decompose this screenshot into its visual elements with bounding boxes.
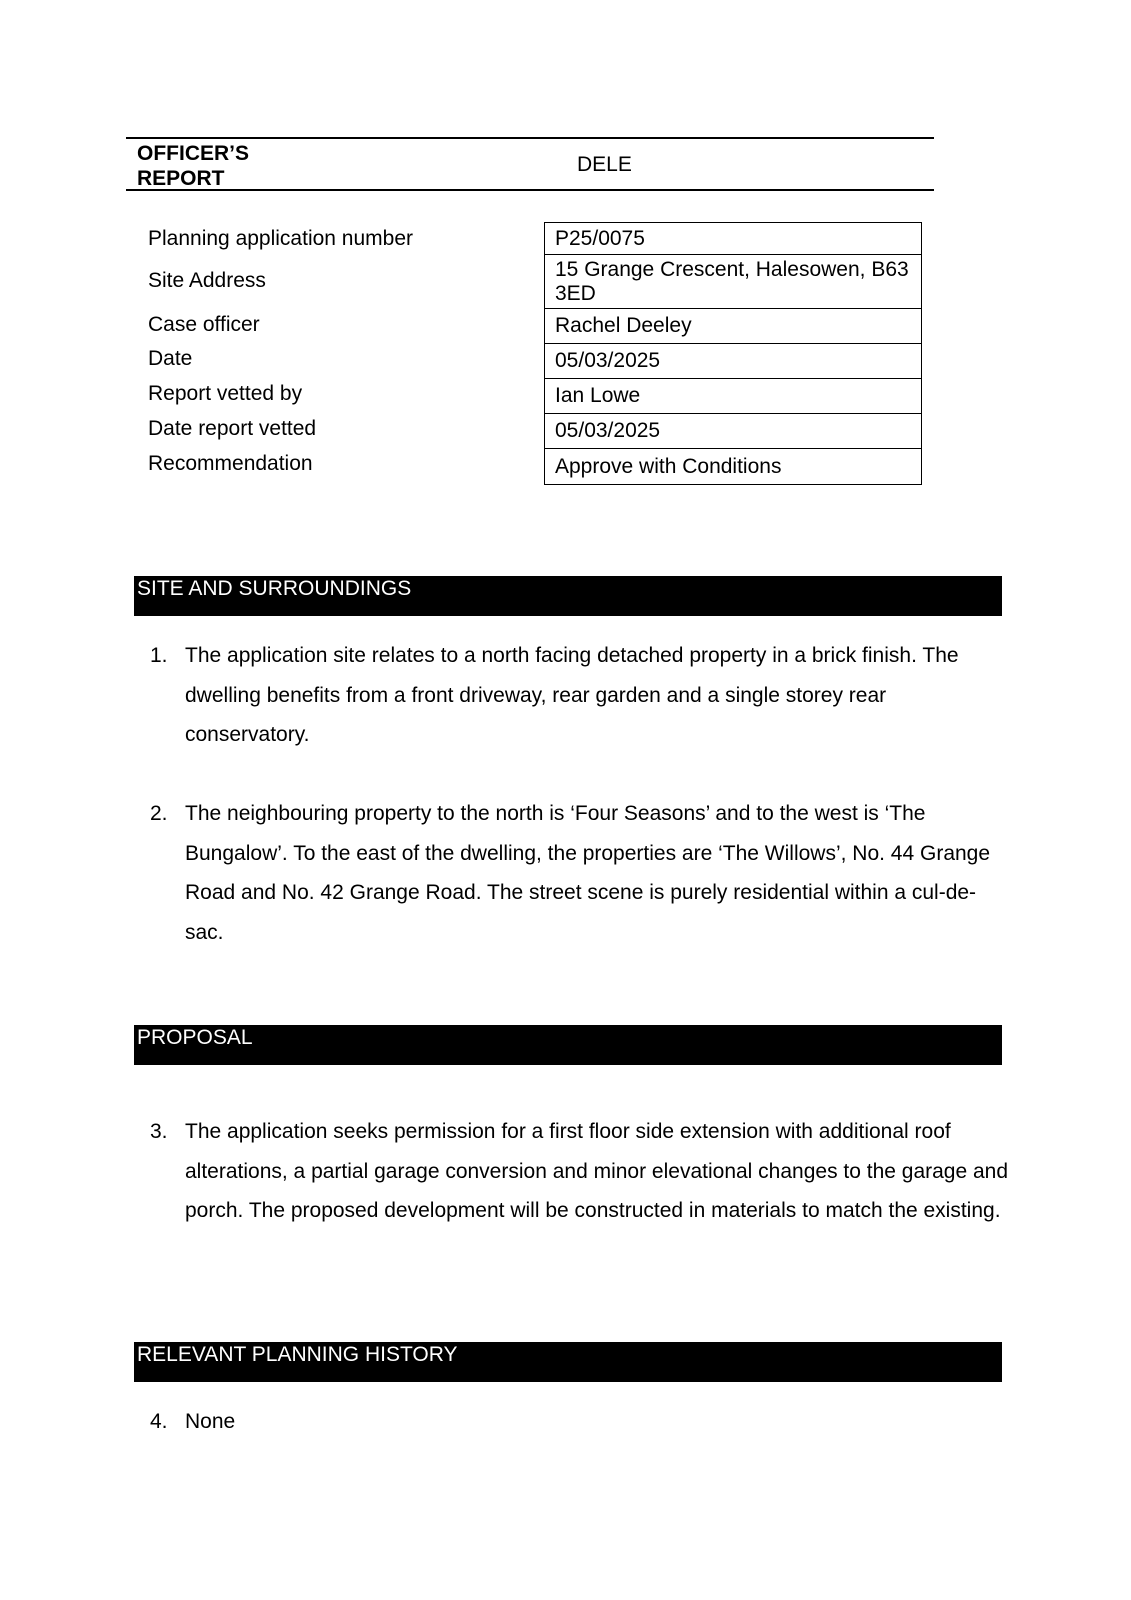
label-site-address: Site Address bbox=[148, 269, 266, 292]
paragraph-text: The application site relates to a north facing detached property in a brick finish. The dwelling benefits from a front driveway, rear garden and a single storey rear conservatory. bbox=[185, 644, 959, 746]
info-value-table bbox=[544, 222, 922, 485]
label-vetted-by: Report vetted by bbox=[148, 382, 303, 405]
paragraph-number: 3. bbox=[150, 1120, 168, 1143]
value-date-vetted: 05/03/2025 bbox=[545, 414, 921, 449]
value-date: 05/03/2025 bbox=[545, 344, 921, 379]
section-heading-history: RELEVANT PLANNING HISTORY bbox=[134, 1342, 1002, 1382]
label-date: Date bbox=[148, 347, 193, 370]
paragraph-number: 2. bbox=[150, 802, 168, 825]
paragraph-1 bbox=[150, 636, 1010, 755]
paragraph-3 bbox=[150, 1112, 1010, 1231]
value-case-officer: Rachel Deeley bbox=[545, 309, 921, 344]
value-vetted-by: Ian Lowe bbox=[545, 379, 921, 414]
value-site-address: 15 Grange Crescent, Halesowen, B63 3ED bbox=[545, 255, 921, 309]
report-code: DELE bbox=[577, 153, 632, 176]
section-heading-site: SITE AND SURROUNDINGS bbox=[134, 576, 1002, 616]
section-heading-proposal: PROPOSAL bbox=[134, 1025, 1002, 1065]
value-recommendation: Approve with Conditions bbox=[555, 454, 782, 478]
value-application-number: P25/0075 bbox=[545, 223, 921, 255]
paragraph-text: The application seeks permission for a first floor side extension with additional roof alterations, a partial garage conversion and minor elevational changes to the garage and porch. The proposed development will be constructed in materials to match the existing. bbox=[185, 1120, 1009, 1222]
report-title: OFFICER’S REPORT bbox=[137, 142, 250, 190]
paragraph-number: 4. bbox=[150, 1410, 168, 1433]
paragraph-text: None bbox=[185, 1410, 236, 1433]
label-application-number: Planning application number bbox=[148, 227, 414, 250]
paragraph-2 bbox=[150, 794, 1010, 952]
label-date-vetted: Date report vetted bbox=[148, 417, 317, 440]
label-recommendation: Recommendation bbox=[148, 452, 313, 475]
paragraph-number: 1. bbox=[150, 644, 168, 667]
paragraph-4 bbox=[150, 1402, 1010, 1442]
paragraph-text: The neighbouring property to the north is ‘Four Seasons’ and to the west is ‘The Bungalow’. To the east of the dwelling, the properties are ‘The Willows’, No. 44 Grange Road and No. 42 Grange Road. The street scene is purely residential within a cul-de-sac. bbox=[185, 802, 991, 944]
report-header bbox=[126, 137, 934, 191]
label-case-officer: Case officer bbox=[148, 313, 260, 336]
